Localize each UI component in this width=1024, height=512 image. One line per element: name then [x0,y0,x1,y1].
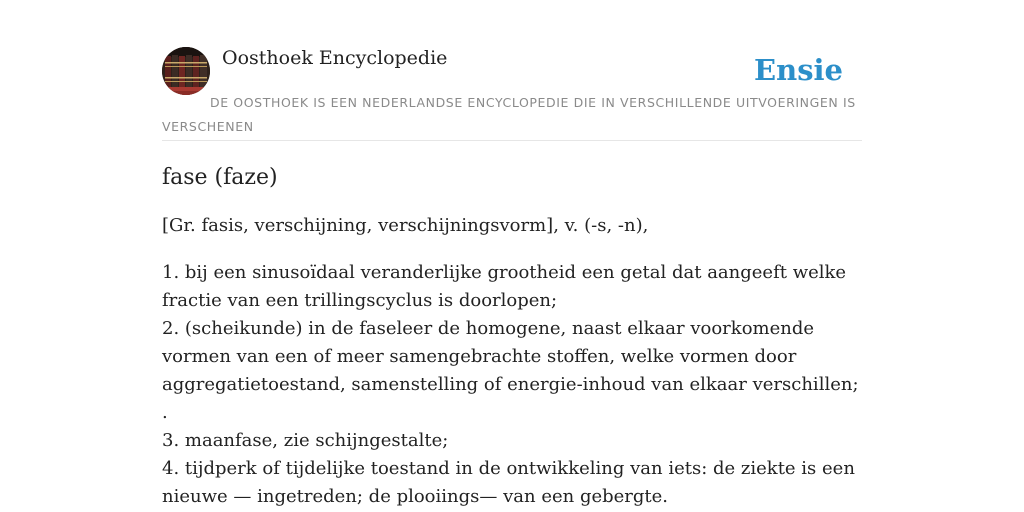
site-title[interactable]: Oosthoek Encyclopedie [222,47,448,69]
ensie-logo[interactable]: Ensie [754,53,843,87]
meaning-item: 2. (scheikunde) in de faseleer de homogene, naast elkaar voorkomende vormen van een of meer samengebrachte stoffen, welke vormen door aggregatietoestand, samenstelling of energie-inhoud van elkaar verschillen; . [162,318,859,423]
meaning-item: 1. bij een sinusoïdaal veranderlijke grootheid een getal dat aangeeft welke fractie van een trillingscyclus is doorlopen; [162,262,847,311]
site-header [162,46,862,141]
entry-etymology: [Gr. fasis, verschijning, verschijningsvorm], v. (-s, -n), [162,215,649,236]
site-tagline: DE OOSTHOEK IS EEN NEDERLANDSE ENCYCLOPEDIE DIE IN VERSCHILLENDE UITVOERINGEN IS VERSCHENEN [162,95,856,134]
entry-term: fase (faze) [162,165,278,190]
entry-content [162,160,868,511]
meaning-item: 4. tijdperk of tijdelijke toestand in de ontwikkeling van iets: de ziekte is een nieuwe — ingetreden; de plooiings— van een gebergte. [162,458,855,507]
entry-meanings [162,259,868,511]
meaning-item: 3. maanfase, zie schijngestalte; [162,430,449,451]
encyclopedia-books-icon[interactable] [162,47,210,95]
